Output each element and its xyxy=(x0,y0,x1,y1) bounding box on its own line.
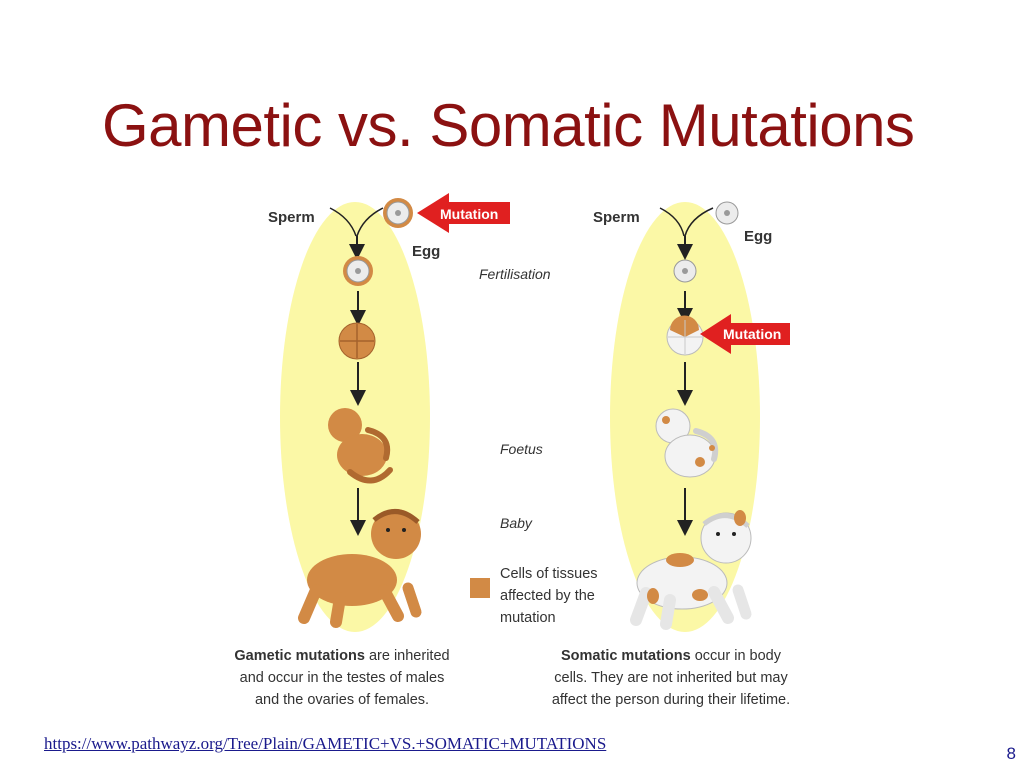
right-caption-line-1 xyxy=(518,645,824,667)
stage-foetus-label: Foetus xyxy=(500,441,543,457)
page-number: 8 xyxy=(1006,744,1016,763)
right-caption-bold: Somatic mutations xyxy=(561,648,691,664)
left-mutation-label: Mutation xyxy=(440,206,499,222)
right-caption-line-2: cells. They are not inherited but may xyxy=(554,670,788,686)
slide-title: Gametic vs. Somatic Mutations xyxy=(102,92,915,159)
left-caption-line-3: and the ovaries of females. xyxy=(254,692,430,708)
right-mutation-label: Mutation xyxy=(723,326,782,342)
legend-line-1: Cells of tissues xyxy=(500,566,598,582)
stage-baby-label: Baby xyxy=(500,515,532,531)
left-embryo xyxy=(339,323,375,359)
left-caption-line-2: and occur in the testes of males xyxy=(239,670,445,686)
legend-swatch xyxy=(470,578,490,598)
left-caption-line-1 xyxy=(212,645,472,667)
left-caption-line-1-rest: are inherited xyxy=(364,648,450,664)
left-caption xyxy=(212,645,472,711)
legend xyxy=(500,563,620,629)
source-link[interactable]: https://www.pathwayz.org/Tree/Plain/GAMETIC+VS.+SOMATIC+MUTATIONS xyxy=(44,734,607,753)
right-egg-cell xyxy=(716,202,738,224)
left-egg-cell xyxy=(383,198,413,228)
right-caption xyxy=(518,645,824,711)
left-sperm-label: Sperm xyxy=(268,209,315,226)
left-caption-bold: Gametic mutations xyxy=(234,648,365,664)
left-egg-label: Egg xyxy=(412,243,441,260)
legend-line-2: affected by the xyxy=(500,588,595,604)
right-zygote xyxy=(674,260,696,282)
right-egg-label: Egg xyxy=(744,228,773,245)
right-sperm-label: Sperm xyxy=(593,209,640,226)
right-caption-line-1-rest: occur in body xyxy=(690,648,781,664)
stage-fertilisation-label: Fertilisation xyxy=(479,266,551,282)
right-caption-line-3: affect the person during their lifetime. xyxy=(551,692,791,708)
legend-line-3: mutation xyxy=(500,610,556,626)
left-zygote xyxy=(343,256,373,286)
